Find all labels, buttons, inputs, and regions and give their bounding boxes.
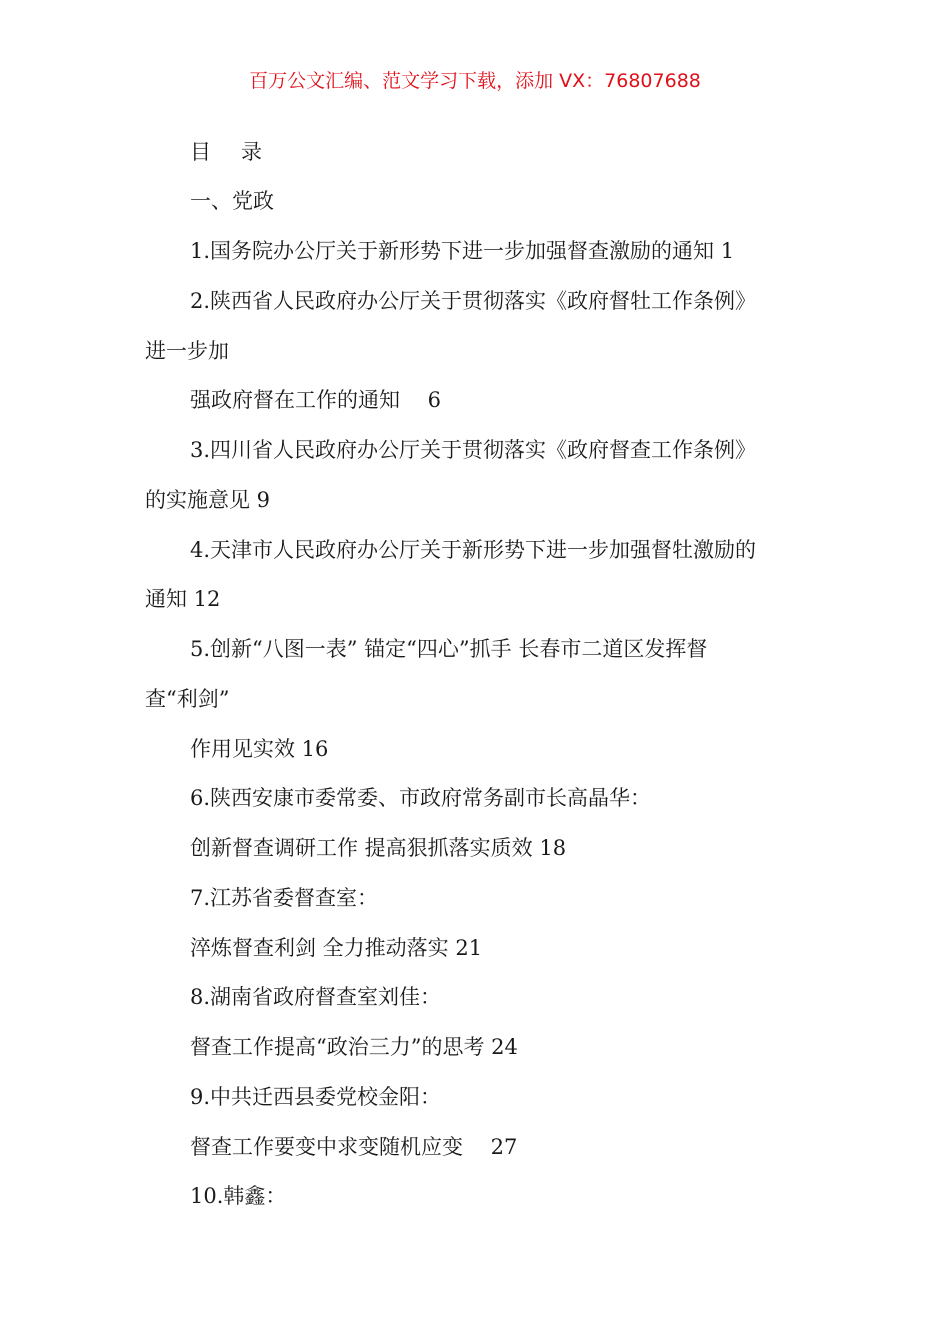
toc-entry-continuation: 进一步加 bbox=[145, 339, 229, 363]
toc-title-left: 目 bbox=[190, 140, 211, 164]
toc-entry-continuation: 查“利剑” bbox=[145, 687, 230, 711]
toc-entry-continuation: 强政府督在工作的通知 6 bbox=[190, 388, 442, 412]
toc-entry: 6.陕西安康市委常委、市政府常务副市长高晶华： bbox=[190, 786, 652, 810]
toc-entry-continuation: 通知 12 bbox=[145, 587, 221, 611]
toc-entry: 5.创新“八图一表” 锚定“四心”抓手 长春市二道区发挥督 bbox=[190, 637, 708, 661]
toc-entry: 3.四川省人民政府办公厅关于贯彻落实《政府督查工作条例》 bbox=[190, 438, 757, 462]
toc-entry: 7.江苏省委督查室： bbox=[190, 886, 379, 910]
toc-entry: 1.国务院办公厅关于新形势下进一步加强督查激励的通知 1 bbox=[190, 239, 735, 263]
toc-entry: 9.中共迁西县委党校金阳： bbox=[190, 1085, 442, 1109]
toc-section-heading: 一、党政 bbox=[190, 189, 274, 213]
toc-entry-continuation: 创新督查调研工作 提高狠抓落实质效 18 bbox=[190, 836, 567, 860]
toc-entry: 2.陕西省人民政府办公厅关于贯彻落实《政府督牡工作条例》 bbox=[190, 289, 757, 313]
toc-entry-continuation: 督查工作要变中求变随机应变 27 bbox=[190, 1135, 518, 1159]
toc-entry-continuation: 淬炼督查利剑 全力推动落实 21 bbox=[190, 936, 483, 960]
toc-entry-continuation: 督查工作提高“政治三力”的思考 24 bbox=[190, 1035, 518, 1059]
toc-title-right: 录 bbox=[241, 140, 262, 164]
toc-entry-continuation: 作用见实效 16 bbox=[190, 737, 329, 761]
toc-entry: 8.湖南省政府督查室刘佳： bbox=[190, 985, 442, 1009]
toc-entry: 4.天津市人民政府办公厅关于新形势下进一步加强督牡激励的 bbox=[190, 538, 757, 562]
toc-title bbox=[190, 131, 262, 173]
watermark-header: 百万公文汇编、范文学习下载，添加 VX：76807688 bbox=[249, 70, 701, 92]
toc-entry-continuation: 的实施意见 9 bbox=[145, 488, 271, 512]
toc-entry: 10.韩鑫： bbox=[190, 1184, 287, 1208]
